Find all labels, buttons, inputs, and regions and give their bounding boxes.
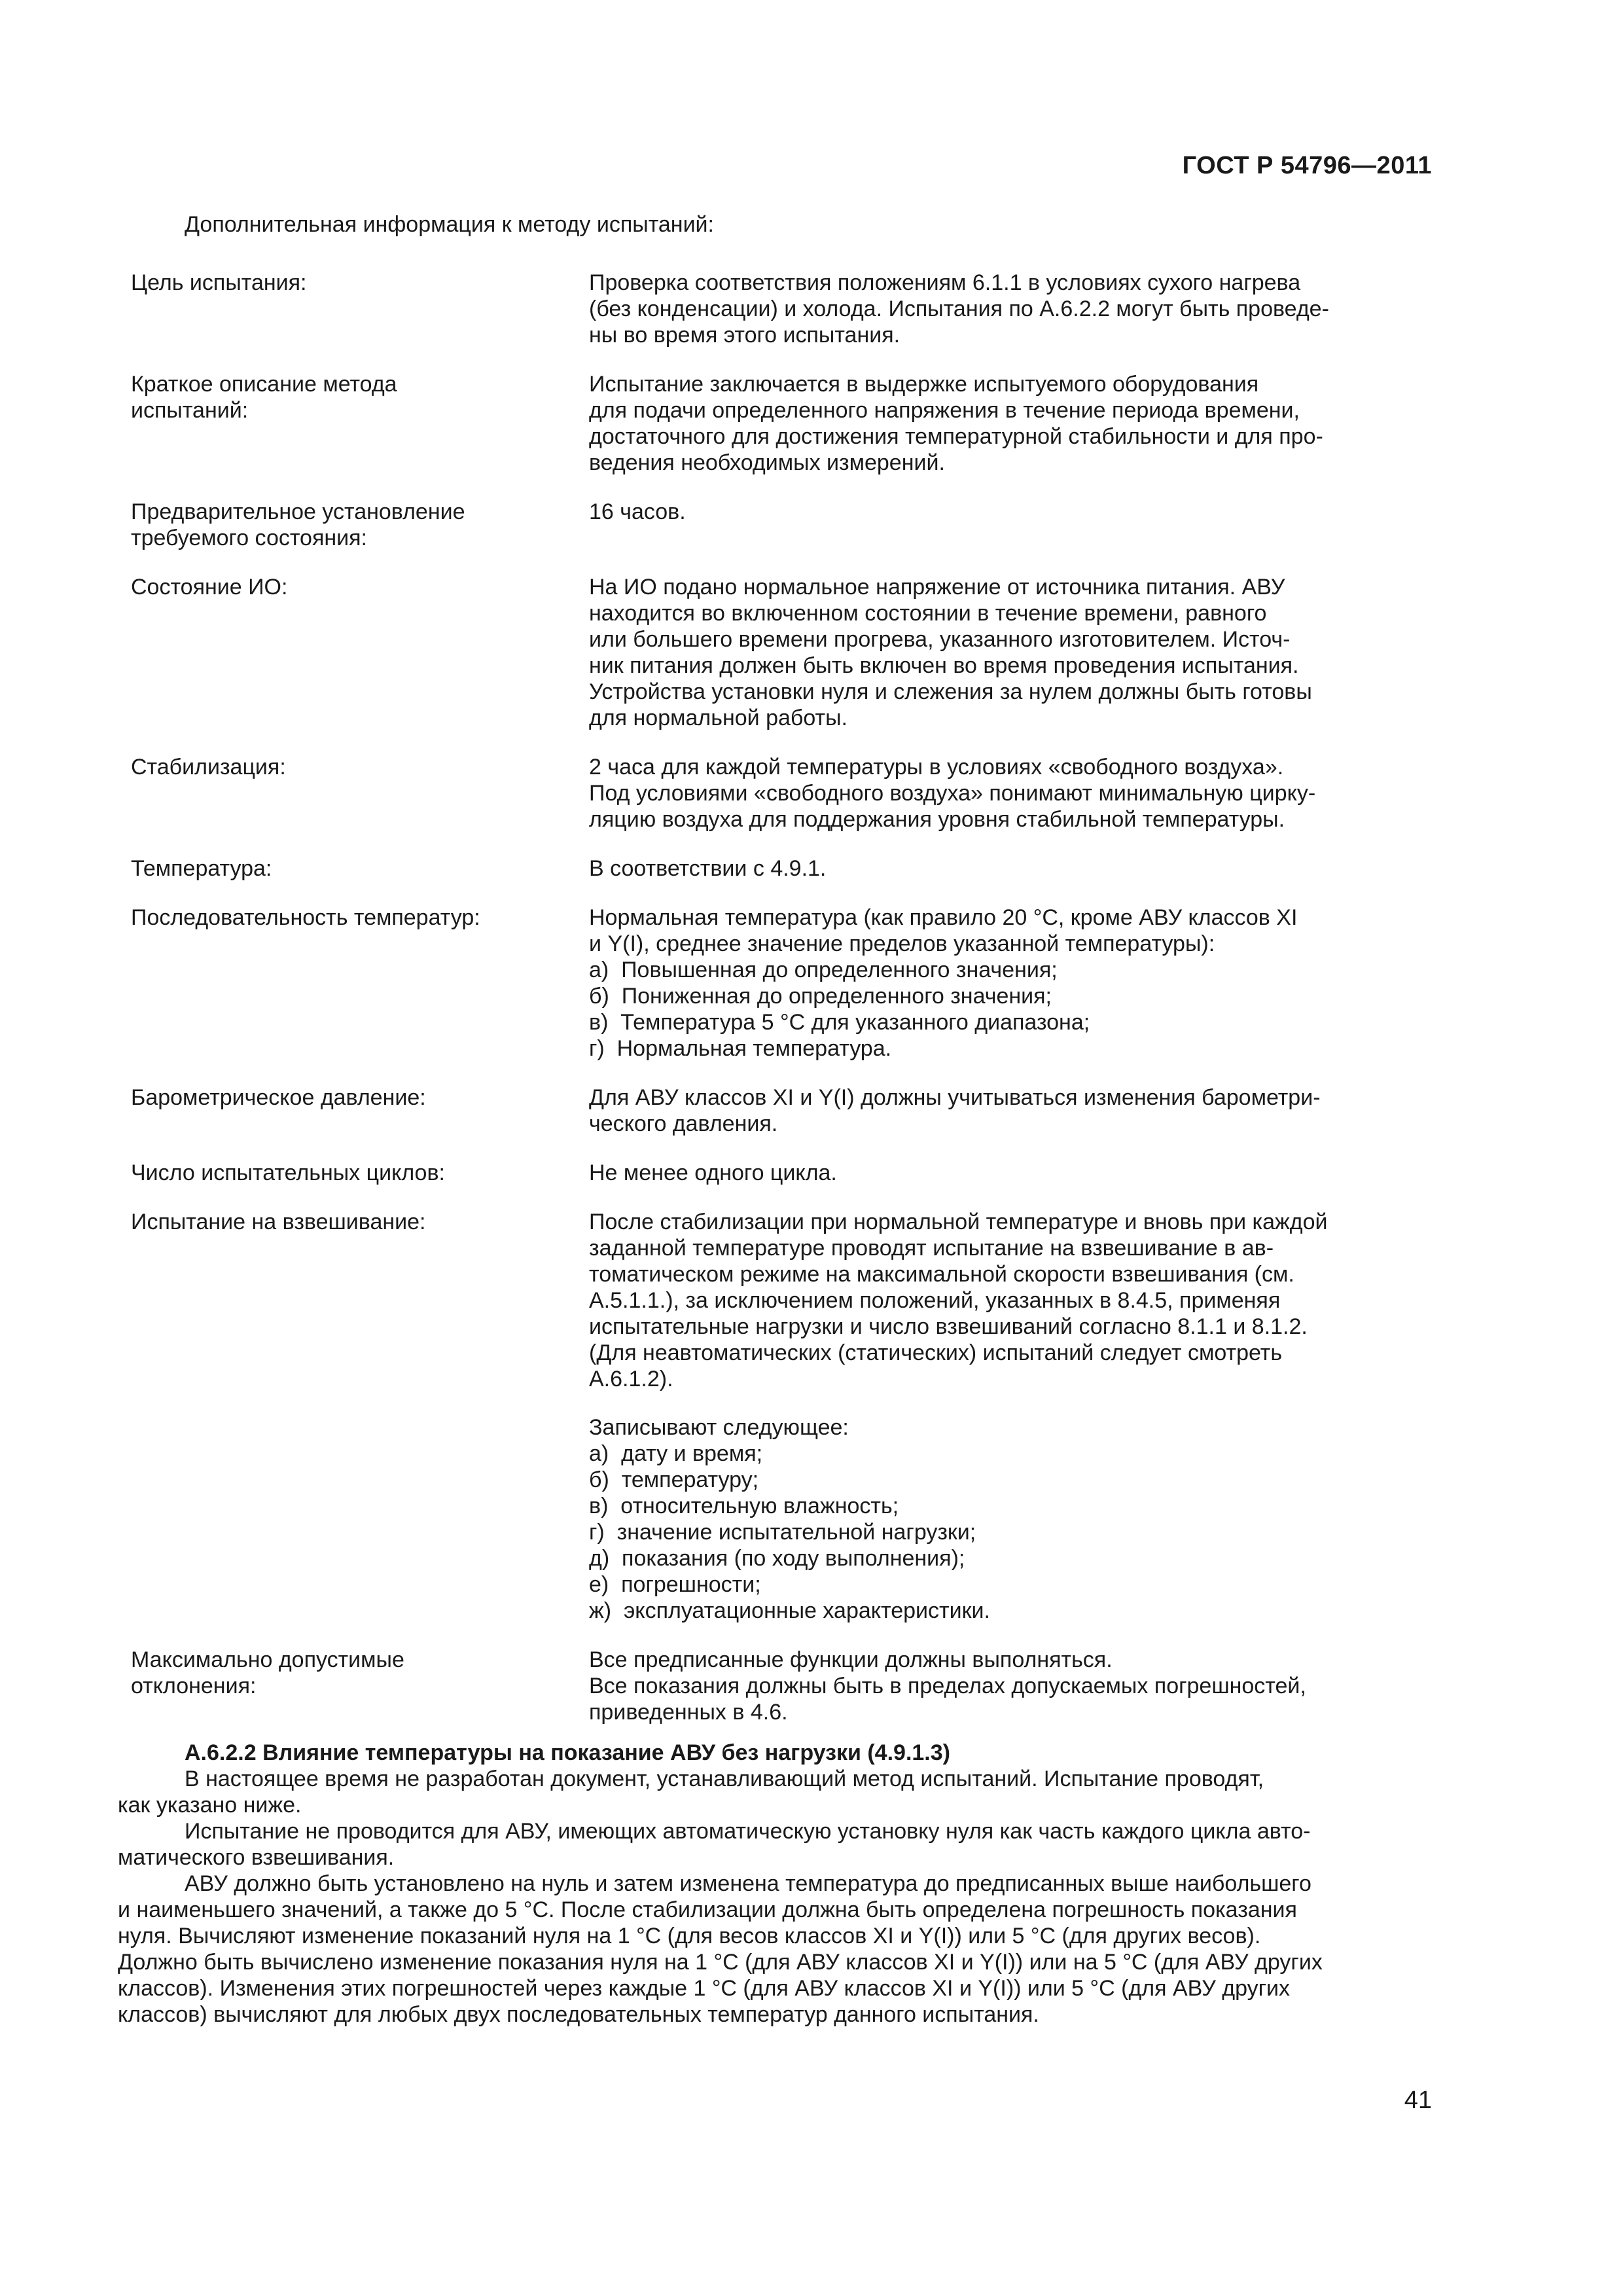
table-row [131,371,1433,476]
table-row [131,754,1433,833]
paragraph-line: В настоящее время не разработан документ, устанавливающий метод испытаний. Испытание проводят, [185,1767,1264,1791]
value-line: а) дату и время; [589,1441,763,1466]
table-row [131,1647,1433,1725]
value-line: Нормальная температура (как правило 20 °С, кроме АВУ классов XI [589,905,1298,930]
label-line: Предварительное установление [131,499,465,524]
value-line: Испытание заключается в выдержке испытуемого оборудования [589,372,1259,397]
table-row [131,1209,1433,1624]
table-row [131,905,1433,1062]
paragraph-line: классов). Изменения этих погрешностей через каждые 1 °С (для АВУ классов XI и Y(I)) или 5 °С (для АВУ других [118,1976,1291,2001]
row-value [589,1647,1433,1725]
row-label [131,371,589,476]
row-value [589,855,1433,882]
value-line: Для АВУ классов XI и Y(I) должны учитываться изменения барометри- [589,1085,1321,1110]
section-paragraph [118,1766,1436,1818]
value-line: достаточного для достижения температурной стабильности и для про- [589,424,1323,449]
value-line: е) погрешности; [589,1572,761,1597]
row-label [131,855,589,882]
value-line: находится во включенном состоянии в течение времени, равного [589,601,1267,626]
row-label [131,1209,589,1624]
table-row [131,1160,1433,1186]
value-line: В соответствии с 4.9.1. [589,856,827,881]
row-value [589,270,1433,348]
value-line: Все показания должны быть в пределах допускаемых погрешностей, [589,1674,1306,1698]
table-row [131,855,1433,882]
paragraph-line: нуля. Вычисляют изменение показаний нуля на 1 °С (для весов классов XI и Y(I)) или 5 °С (для других весов). [118,1924,1261,1948]
section-body [118,1766,1436,2028]
table-row [131,1085,1433,1137]
table-row [131,499,1433,551]
section-paragraph [118,1818,1436,1871]
label-line: Испытание на взвешивание: [131,1210,426,1234]
paragraph-line: классов) вычисляют для любых двух последовательных температур данного испытания. [118,2002,1039,2027]
paragraph-line: АВУ должно быть установлено на нуль и затем изменена температура до предписанных выше наибольшего [185,1871,1311,1896]
section-paragraph [118,1871,1436,2028]
label-line: Последовательность температур: [131,905,480,930]
value-line: 16 часов. [589,499,686,524]
row-value [589,754,1433,833]
label-line: Максимально допустимые [131,1647,404,1672]
paragraph-line: как указано ниже. [118,1793,302,1818]
value-line: Проверка соответствия положениям 6.1.1 в условиях сухого нагрева [589,270,1301,295]
row-value [589,1209,1433,1624]
label-line: испытаний: [131,398,249,423]
section-title: А.6.2.2 Влияние температуры на показание АВУ без нагрузки (4.9.1.3) [185,1740,950,1765]
row-value [589,905,1433,1062]
paragraph-gap [589,1392,1433,1414]
page-number: 41 [1404,2087,1432,2114]
value-line: На ИО подано нормальное напряжение от источника питания. АВУ [589,575,1285,600]
label-line: отклонения: [131,1674,257,1698]
value-line: для нормальной работы. [589,706,848,730]
row-label [131,499,589,551]
label-line: требуемого состояния: [131,526,367,550]
value-line: Под условиями «свободного воздуха» понимают минимальную цирку- [589,781,1316,806]
value-line: ник питания должен быть включен во время проведения испытания. [589,653,1299,678]
value-line: или большего времени прогрева, указанного изготовителем. Источ- [589,627,1291,652]
value-line: Все предписанные функции должны выполняться. [589,1647,1113,1672]
value-line: г) значение испытательной нагрузки; [589,1520,976,1545]
row-value [589,574,1433,731]
value-line: ческого давления. [589,1111,778,1136]
value-line: ж) эксплуатационные характеристики. [589,1598,990,1623]
label-line: Барометрическое давление: [131,1085,426,1110]
value-line: б) температуру; [589,1467,759,1492]
value-line: Записывают следующее: [589,1415,849,1440]
value-line: (без конденсации) и холода. Испытания по А.6.2.2 могут быть проведе- [589,296,1329,321]
value-line: для подачи определенного напряжения в течение периода времени, [589,398,1300,423]
value-line: испытательные нагрузки и число взвешиваний согласно 8.1.1 и 8.1.2. [589,1314,1308,1339]
label-line: Число испытательных циклов: [131,1160,445,1185]
value-line: А.6.1.2). [589,1367,673,1391]
label-line: Состояние ИО: [131,575,288,600]
value-line: заданной температуре проводят испытание на взвешивание в ав- [589,1236,1274,1261]
value-line: 2 часа для каждой температуры в условиях «свободного воздуха». [589,755,1284,780]
row-label [131,1160,589,1186]
row-value [589,1160,1433,1186]
paragraph-line: Испытание не проводится для АВУ, имеющих автоматическую установку нуля как часть каждого цикла авто- [185,1819,1311,1844]
row-label [131,270,589,348]
label-line: Стабилизация: [131,755,286,780]
row-label [131,754,589,833]
value-line: д) показания (по ходу выполнения); [589,1546,965,1571]
row-value [589,1085,1433,1137]
row-label [131,1647,589,1725]
table-row [131,270,1433,348]
row-value [589,499,1433,551]
value-line: ляцию воздуха для поддержания уровня стабильной температуры. [589,807,1285,832]
section-a622 [118,1740,1436,2028]
intro-text: Дополнительная информация к методу испытаний: [185,212,714,237]
test-info-table [131,270,1433,1748]
paragraph-line: и наименьшего значений, а также до 5 °С. После стабилизации должна быть определена погрешность показания [118,1897,1297,1922]
value-line: ны во время этого испытания. [589,323,901,348]
value-line: в) относительную влажность; [589,1494,899,1518]
value-line: томатическом режиме на максимальной скорости взвешивания (см. [589,1262,1294,1287]
table-row [131,574,1433,731]
value-line: Устройства установки нуля и слежения за нулем должны быть готовы [589,679,1312,704]
value-line: А.5.1.1.), за исключением положений, указанных в 8.4.5, применяя [589,1288,1281,1313]
standard-header: ГОСТ Р 54796—2011 [1182,152,1432,179]
value-line: и Y(I), среднее значение пределов указанной температуры): [589,931,1215,956]
row-value [589,371,1433,476]
value-line: (Для неавтоматических (статических) испытаний следует смотреть [589,1340,1283,1365]
value-line: а) Повышенная до определенного значения; [589,958,1058,982]
value-line: После стабилизации при нормальной температуре и вновь при каждой [589,1210,1328,1234]
value-line: б) Пониженная до определенного значения; [589,984,1052,1009]
value-line: г) Нормальная температура. [589,1036,892,1061]
label-line: Краткое описание метода [131,372,397,397]
row-label [131,905,589,1062]
paragraph-line: Должно быть вычислено изменение показания нуля на 1 °С (для АВУ классов XI и Y(I)) или на 5 °С (для АВУ других [118,1950,1323,1975]
label-line: Температура: [131,856,272,881]
paragraph-line: матического взвешивания. [118,1845,395,1870]
value-line: приведенных в 4.6. [589,1700,788,1725]
value-line: Не менее одного цикла. [589,1160,837,1185]
label-line: Цель испытания: [131,270,307,295]
row-label [131,574,589,731]
row-label [131,1085,589,1137]
value-line: ведения необходимых измерений. [589,450,945,475]
value-line: в) Температура 5 °С для указанного диапазона; [589,1010,1090,1035]
